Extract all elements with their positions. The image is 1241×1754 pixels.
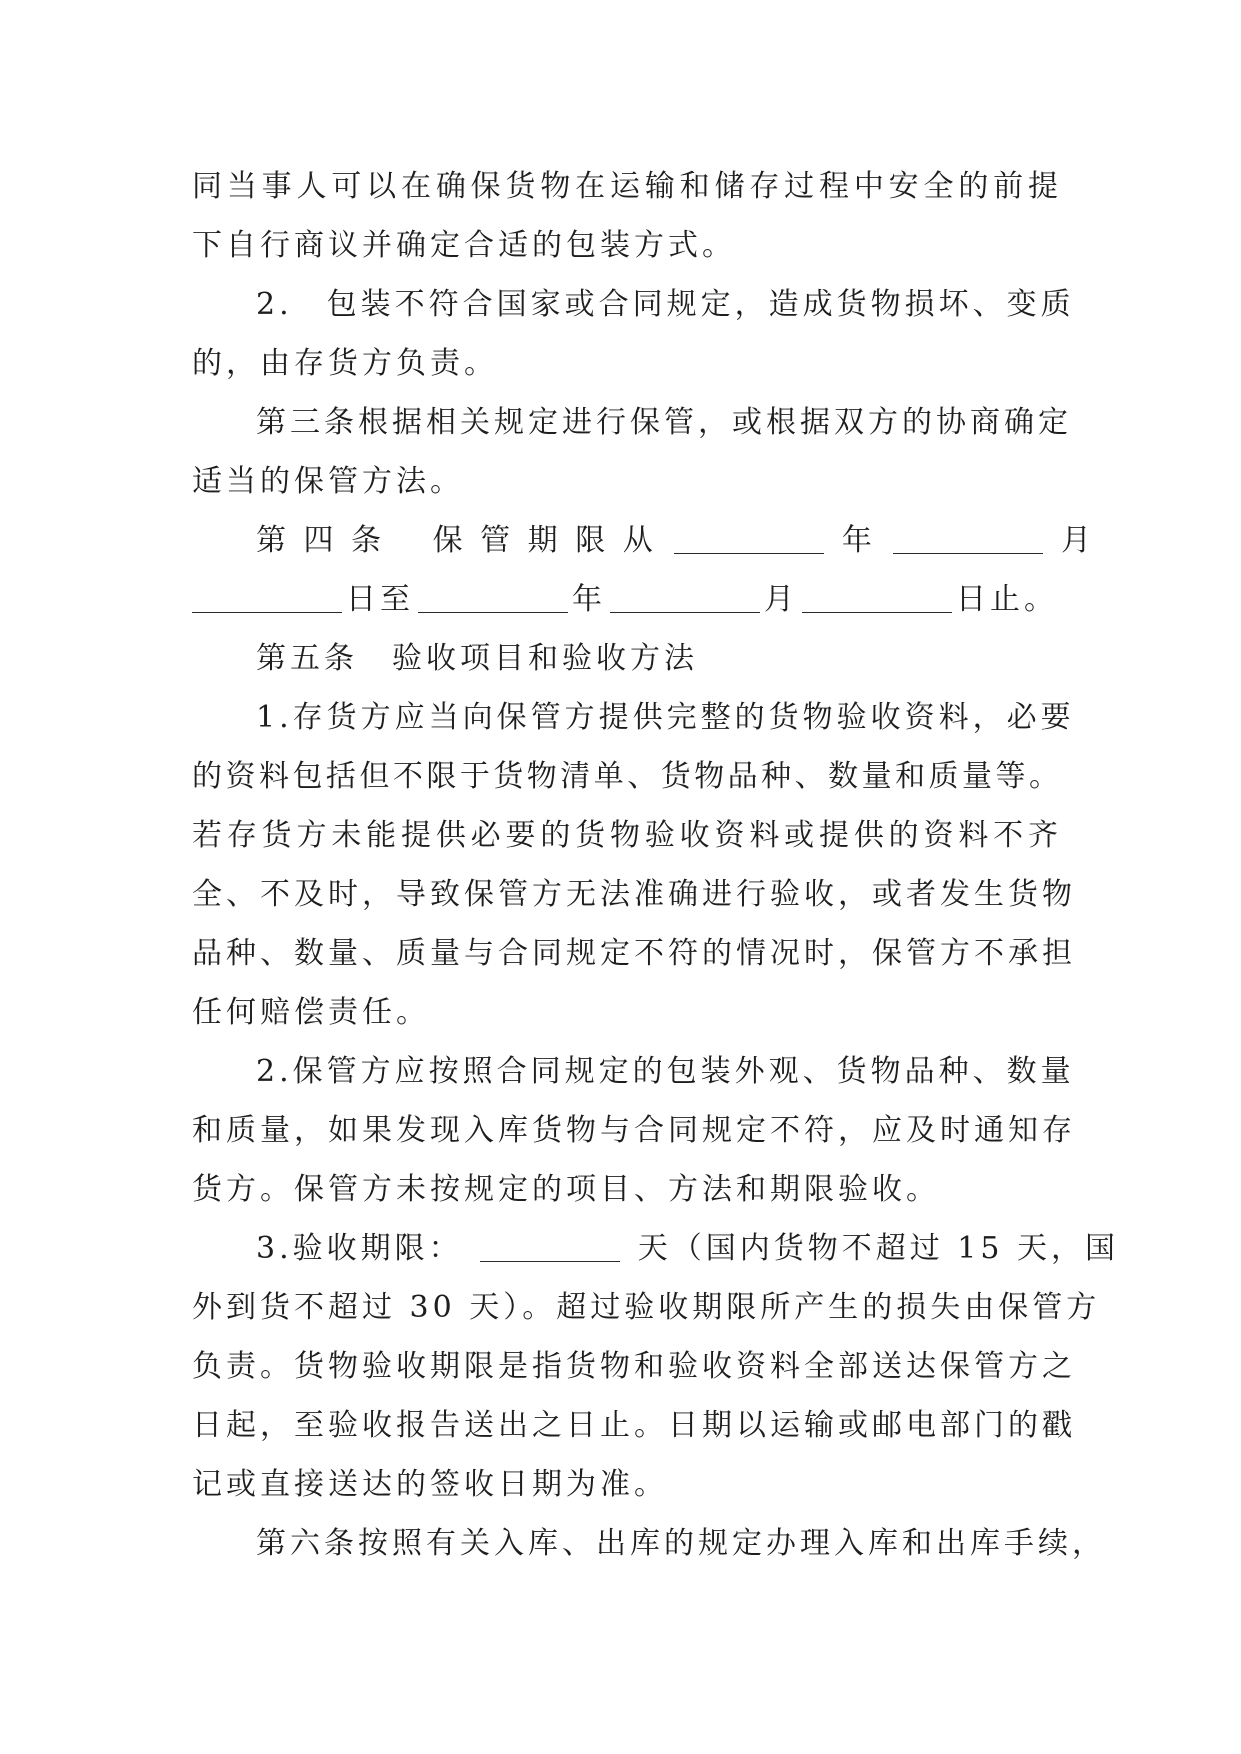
text-line: 下自行商议并确定合适的包装方式。 bbox=[192, 228, 736, 263]
text-line: 负责。货物验收期限是指货物和验收资料全部送达保管方之 bbox=[192, 1349, 1076, 1384]
text-line: 的，由存货方负责。 bbox=[192, 346, 498, 381]
text-line: 若存货方未能提供必要的货物验收资料或提供的资料不齐 bbox=[192, 818, 1062, 853]
text-line: 同当事人可以在确保货物在运输和储存过程中安全的前提 bbox=[192, 169, 1062, 204]
text-line: 和质量，如果发现入库货物与合同规定不符，应及时通知存 bbox=[192, 1113, 1076, 1148]
text-line: 2.保管方应按照合同规定的包装外观、货物品种、数量 bbox=[256, 1054, 1075, 1089]
text-line: 任何赔偿责任。 bbox=[192, 995, 430, 1030]
text-line: 全、不及时，导致保管方无法准确进行验收，或者发生货物 bbox=[192, 877, 1076, 912]
text-line: 外到货不超过 30 天）。超过验收期限所产生的损失由保管方 bbox=[192, 1290, 1101, 1325]
fill-blank bbox=[802, 578, 952, 613]
fill-blank bbox=[610, 578, 760, 613]
section-heading: 第五条 验收项目和验收方法 bbox=[256, 641, 698, 676]
storage-period-line-1 bbox=[192, 511, 1095, 570]
document-page bbox=[192, 157, 1119, 1573]
text-line: 适当的保管方法。 bbox=[192, 464, 464, 499]
month-label: 月 bbox=[764, 582, 798, 617]
text-line: 第三条根据相关规定进行保管，或根据双方的协商确定 bbox=[256, 405, 1072, 440]
inspection-period-label: 3.验收期限： bbox=[256, 1231, 463, 1266]
text-line: 的资料包括但不限于货物清单、货物品种、数量和质量等。 bbox=[192, 759, 1062, 794]
year-label: 年 bbox=[572, 582, 606, 617]
text-line: 第六条按照有关入库、出库的规定办理入库和出库手续， bbox=[256, 1526, 1106, 1561]
article-four-label: 第 四 条 保 管 期 限 从 bbox=[256, 523, 657, 558]
day-to-label: 日至 bbox=[346, 582, 414, 617]
year-label: 年 bbox=[841, 523, 876, 558]
storage-period-line-2 bbox=[192, 570, 1062, 629]
text-line: 日起，至验收报告送出之日止。日期以运输或邮电部门的戳 bbox=[192, 1408, 1076, 1443]
fill-blank bbox=[192, 578, 342, 613]
text-line: 品种、数量、质量与合同规定不符的情况时，保管方不承担 bbox=[192, 936, 1076, 971]
text-line: 2. 包装不符合国家或合同规定，造成货物损坏、变质 bbox=[256, 287, 1075, 322]
fill-blank bbox=[480, 1227, 620, 1262]
day-end-label: 日止。 bbox=[956, 582, 1058, 617]
fill-blank bbox=[674, 519, 824, 554]
fill-blank bbox=[418, 578, 568, 613]
month-label: 月 bbox=[1060, 523, 1095, 558]
fill-blank bbox=[893, 519, 1043, 554]
inspection-period-text: 天（国内货物不超过 15 天，国 bbox=[637, 1231, 1119, 1266]
text-line: 1.存货方应当向保管方提供完整的货物验收资料，必要 bbox=[256, 700, 1075, 735]
text-line: 记或直接送达的签收日期为准。 bbox=[192, 1467, 668, 1502]
text-line: 货方。保管方未按规定的项目、方法和期限验收。 bbox=[192, 1172, 940, 1207]
inspection-period-line bbox=[192, 1219, 1119, 1278]
